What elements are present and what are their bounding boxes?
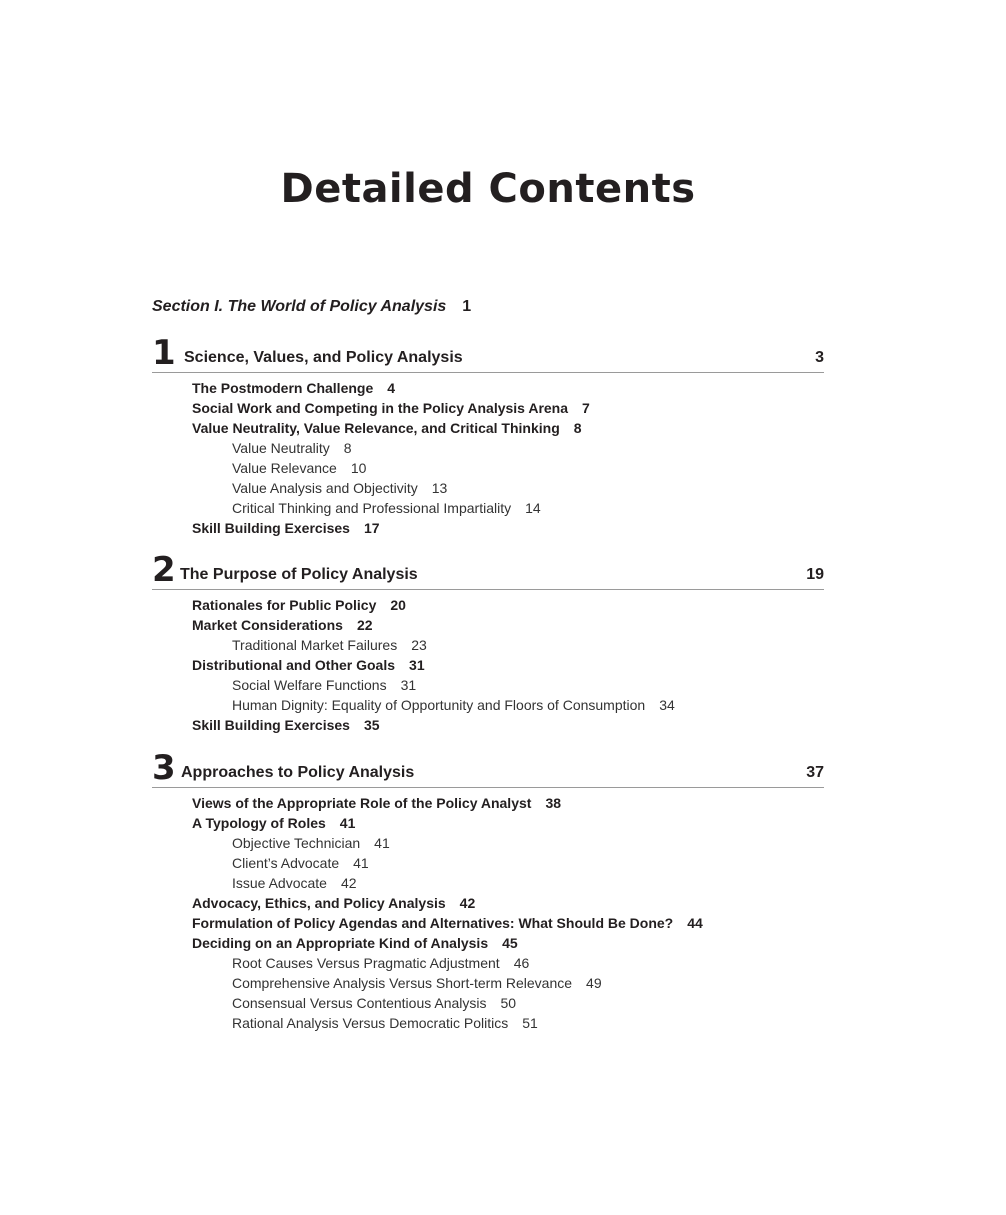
toc-entry bbox=[192, 398, 590, 418]
toc-subentry bbox=[192, 873, 703, 893]
toc-entry bbox=[192, 913, 703, 933]
toc-subentry bbox=[192, 675, 675, 695]
chapter-heading-3 bbox=[152, 749, 824, 788]
entry-title: Consensual Versus Contentious Analysis bbox=[232, 995, 487, 1011]
entry-page: 42 bbox=[459, 895, 476, 911]
entry-page: 14 bbox=[525, 500, 541, 516]
toc-entry bbox=[192, 813, 703, 833]
toc-subentry bbox=[192, 478, 590, 498]
entry-title: Value Relevance bbox=[232, 460, 337, 476]
entry-title: Root Causes Versus Pragmatic Adjustment bbox=[232, 955, 500, 971]
entry-title: Rational Analysis Versus Democratic Politics bbox=[232, 1015, 509, 1031]
entry-page: 49 bbox=[586, 975, 602, 991]
entry-title: Skill Building Exercises bbox=[192, 717, 350, 733]
toc-subentry bbox=[192, 635, 675, 655]
chapter-title: The Purpose of Policy Analysis bbox=[180, 566, 418, 583]
entry-title: Social Welfare Functions bbox=[232, 677, 387, 693]
chapter-number: 3 bbox=[152, 748, 176, 788]
toc-subentry bbox=[192, 695, 675, 715]
entry-title: Value Neutrality, Value Relevance, and Critical Thinking bbox=[192, 420, 560, 436]
toc-entry bbox=[192, 378, 590, 398]
entry-page: 13 bbox=[431, 480, 448, 496]
page-title: Detailed Contents bbox=[280, 166, 696, 212]
entry-title: Client’s Advocate bbox=[232, 855, 340, 871]
chapter-3-entries bbox=[192, 793, 703, 1033]
entry-title: Social Work and Competing in the Policy Analysis Arena bbox=[192, 400, 569, 416]
entry-title: Issue Advocate bbox=[232, 875, 327, 891]
entry-title: The Postmodern Challenge bbox=[192, 380, 374, 396]
entry-page: 44 bbox=[687, 915, 703, 931]
chapter-number: 1 bbox=[152, 333, 176, 373]
entry-page: 10 bbox=[350, 460, 367, 476]
toc-subentry bbox=[192, 973, 703, 993]
entry-title: Rationales for Public Policy bbox=[192, 597, 377, 613]
entry-page: 50 bbox=[500, 995, 517, 1011]
entry-page: 45 bbox=[502, 935, 518, 951]
entry-title: A Typology of Roles bbox=[192, 815, 326, 831]
toc-entry bbox=[192, 893, 703, 913]
entry-title: Comprehensive Analysis Versus Short-term Relevance bbox=[232, 975, 573, 991]
toc-entry bbox=[192, 518, 590, 538]
toc-subentry bbox=[192, 853, 703, 873]
section-heading bbox=[152, 298, 471, 316]
toc-entry bbox=[192, 655, 675, 675]
toc-entry bbox=[192, 418, 590, 438]
toc-subentry bbox=[192, 833, 703, 853]
entry-title: Objective Technician bbox=[232, 835, 361, 851]
chapter-number: 2 bbox=[152, 550, 176, 590]
toc-entry bbox=[192, 933, 703, 953]
section-page: 1 bbox=[462, 298, 472, 315]
entry-page: 17 bbox=[363, 520, 380, 536]
entry-title: Deciding on an Appropriate Kind of Analysis bbox=[192, 935, 489, 951]
entry-page: 4 bbox=[387, 380, 396, 396]
entry-title: Value Analysis and Objectivity bbox=[232, 480, 418, 496]
toc-entry bbox=[192, 595, 675, 615]
chapter-page: 37 bbox=[806, 764, 824, 781]
toc-subentry bbox=[192, 1013, 703, 1033]
entry-page: 41 bbox=[374, 835, 390, 851]
toc-entry bbox=[192, 793, 703, 813]
entry-page: 46 bbox=[513, 955, 530, 971]
entry-page: 8 bbox=[573, 420, 582, 436]
entry-title: Value Neutrality bbox=[232, 440, 330, 456]
entry-page: 31 bbox=[409, 657, 425, 673]
chapter-title: Science, Values, and Policy Analysis bbox=[184, 349, 463, 366]
chapter-page: 3 bbox=[815, 349, 824, 366]
toc-subentry bbox=[192, 458, 590, 478]
entry-page: 34 bbox=[659, 697, 675, 713]
chapter-1-entries bbox=[192, 378, 590, 538]
entry-title: Traditional Market Failures bbox=[232, 637, 398, 653]
entry-page: 38 bbox=[545, 795, 562, 811]
entry-title: Distributional and Other Goals bbox=[192, 657, 396, 673]
chapter-title: Approaches to Policy Analysis bbox=[181, 764, 415, 781]
entry-page: 23 bbox=[411, 637, 427, 653]
entry-title: Human Dignity: Equality of Opportunity and Floors of Consumption bbox=[232, 697, 646, 713]
entry-page: 35 bbox=[363, 717, 380, 733]
entry-page: 41 bbox=[339, 815, 356, 831]
toc-subentry bbox=[192, 498, 590, 518]
chapter-heading-2 bbox=[152, 551, 824, 590]
entry-page: 20 bbox=[390, 597, 406, 613]
toc-entry bbox=[192, 615, 675, 635]
entry-page: 7 bbox=[582, 400, 590, 416]
entry-page: 41 bbox=[353, 855, 369, 871]
toc-subentry bbox=[192, 993, 703, 1013]
entry-page: 42 bbox=[340, 875, 357, 891]
entry-title: Critical Thinking and Professional Impartiality bbox=[232, 500, 512, 516]
toc-subentry bbox=[192, 953, 703, 973]
entry-page: 51 bbox=[522, 1015, 538, 1031]
entry-title: Formulation of Policy Agendas and Alternatives: What Should Be Done? bbox=[192, 915, 674, 931]
chapter-page: 19 bbox=[806, 566, 824, 583]
entry-page: 31 bbox=[400, 677, 417, 693]
toc-entry bbox=[192, 715, 675, 735]
section-label: Section I. The World of Policy Analysis bbox=[152, 298, 447, 315]
entry-title: Market Considerations bbox=[192, 617, 343, 633]
entry-title: Advocacy, Ethics, and Policy Analysis bbox=[192, 895, 446, 911]
chapter-2-entries bbox=[192, 595, 675, 735]
entry-title: Skill Building Exercises bbox=[192, 520, 350, 536]
chapter-heading-1 bbox=[152, 334, 824, 373]
entry-title: Views of the Appropriate Role of the Policy Analyst bbox=[192, 795, 532, 811]
entry-page: 8 bbox=[343, 440, 352, 456]
entry-page: 22 bbox=[356, 617, 373, 633]
toc-subentry bbox=[192, 438, 590, 458]
